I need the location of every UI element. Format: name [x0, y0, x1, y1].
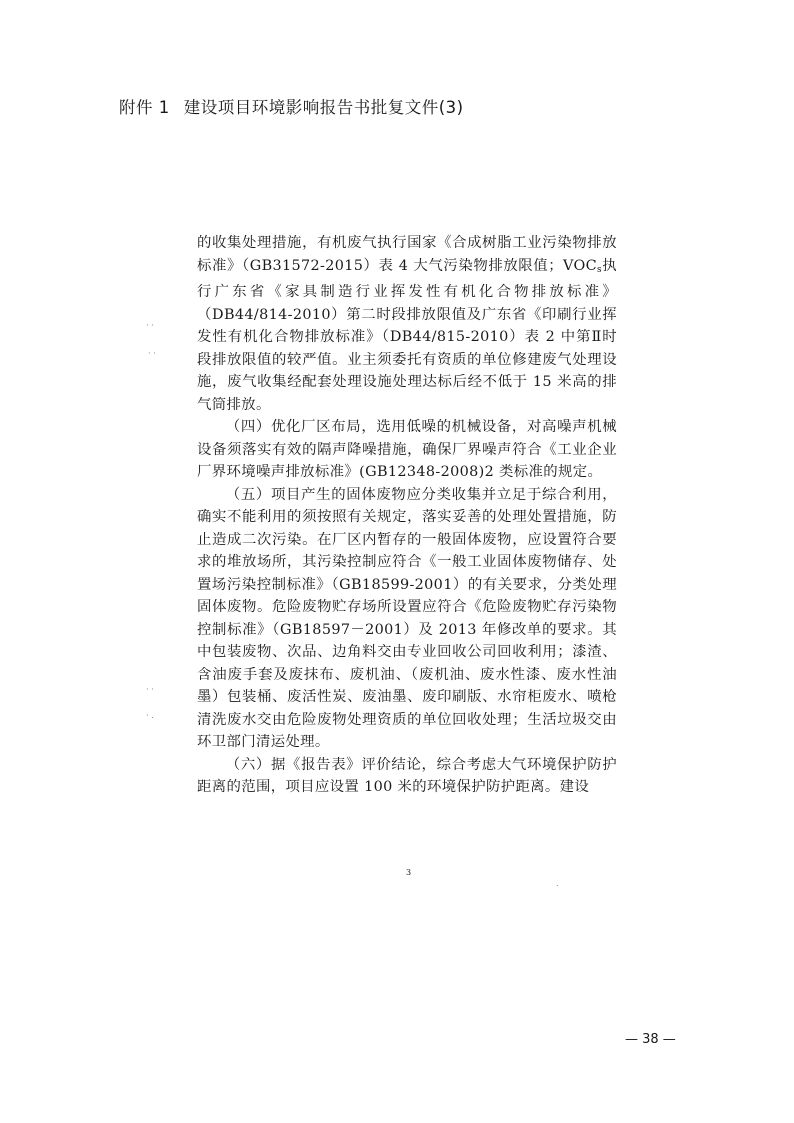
paragraph-protection-distance: （六）据《报告表》评价结论，综合考虑大气环境保护防护距离的范围，项目应设置 100 米的环境保护防护距离。建设: [197, 756, 617, 795]
paragraph-text: 执行广东省《家具制造行业挥发性有机化合物排放标准》（DB44/814-2010）第二时段排放限值及广东省《印刷行业挥发性有机化合物排放标准》（DB44/815-2010）表 2 中第Ⅱ时段排放限值的较严值。业主须委托有资质的单位修建废气处理设施，废气收集经配套处理设施处理达标后经不低于 15 米高的排气筒排放。: [197, 257, 617, 413]
scan-speck: · ·: [146, 321, 154, 330]
scan-speck: .: [556, 879, 559, 888]
scan-speck: · ·: [146, 685, 154, 694]
page-number: 3: [406, 868, 412, 877]
attachment-label: 附件 1: [119, 98, 170, 117]
paragraph-continuation: [197, 232, 617, 416]
scan-speck: · .: [146, 711, 154, 720]
subscript: s: [597, 264, 602, 275]
paragraph-noise: （四）优化厂区布局，选用低噪的机械设备，对高噪声机械设备须落实有效的隔声降噪措施，确保厂界噪声符合《工业企业厂界环境噪声排放标准》(GB12348-2008)2 类标准的规定。: [197, 419, 617, 480]
paragraph-solid-waste: （五）项目产生的固体废物应分类收集并立足于综合利用，确实不能利用的须按照有关规定，落实妥善的处理处置措施，防止造成二次污染。在厂区内暂存的一般固体废物，应设置符合要求的堆放场所，其污染控制应符合《一般工业固体废物储存、处置场污染控制标准》（GB18599-2001）的有关要求，分类处理固体废物。危险废物贮存场所设置应符合《危险废物贮存污染物控制标准》（GB18597－2001）及 2013 年修改单的要求。其中包装废物、次品、边角料交由专业回收公司回收利用；漆渣、含油废手套及废抹布、废机油、（废机油、废水性漆、废水性油墨）包装桶、废活性炭、废油墨、废印刷版、水帘柜废水、喷枪清洗废水交由危险废物处理资质的单位回收处理；生活垃圾交由环卫部门清运处理。: [197, 486, 617, 750]
paragraph-text: 的收集处理措施，有机废气执行国家《合成树脂工业污染物排放标准》（GB31572-2015）表 4 大气污染物排放限值；VOC: [197, 235, 617, 274]
header-title: 建设项目环境影响报告书批复文件(3): [183, 98, 464, 117]
document-header: [119, 94, 464, 118]
scan-speck: · ·: [148, 349, 156, 358]
footer-page-number: — 38 —: [625, 1032, 676, 1047]
document-body: [197, 232, 617, 799]
